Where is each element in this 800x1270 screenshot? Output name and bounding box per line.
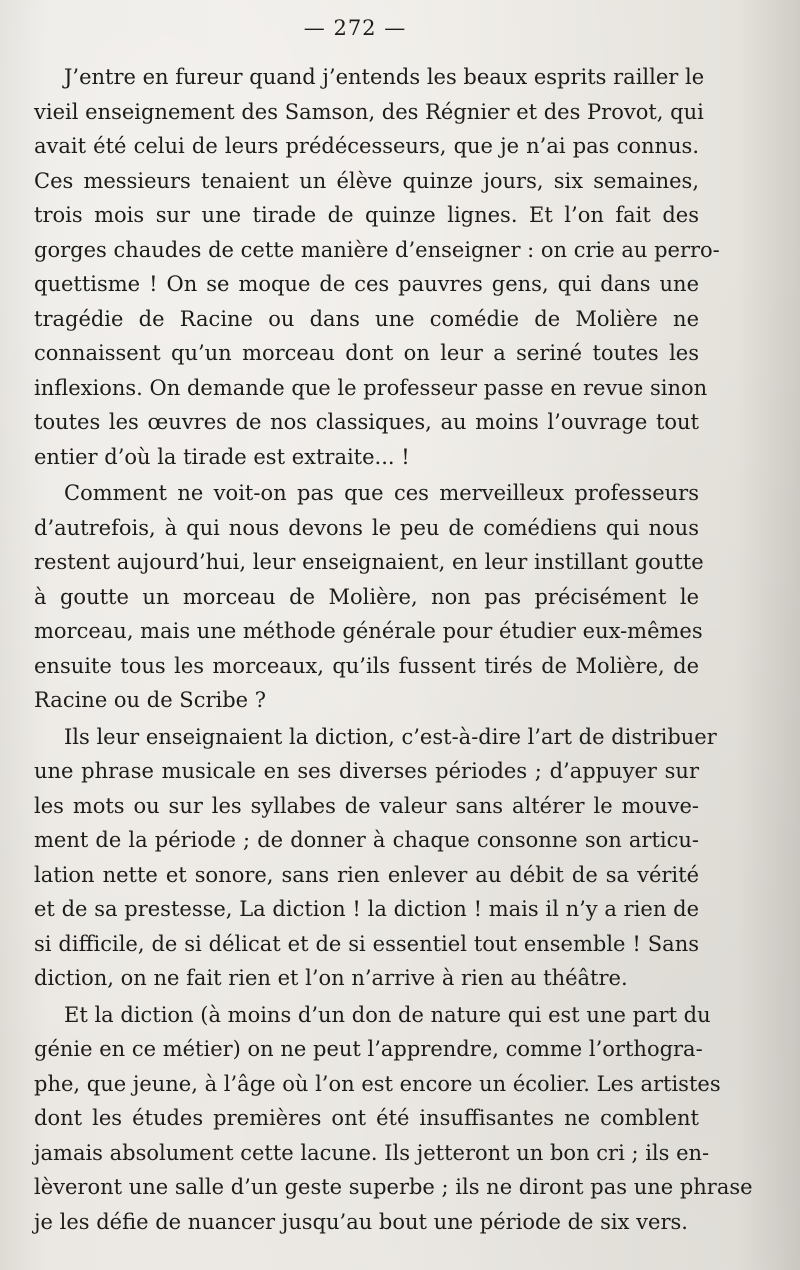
text-line: connaissent qu’un morceau dont on leur a seriné toutes les — [34, 341, 699, 365]
paragraph — [34, 60, 720, 474]
text-line: quettisme ! On se moque de ces pauvres gens, qui dans une — [34, 272, 699, 296]
text-line: trois mois sur une tirade de quinze lignes. Et l’on fait des — [34, 203, 699, 227]
text-line: dont les études premières ont été insuffisantes ne comblent — [34, 1106, 699, 1130]
text-line: inflexions. On demande que le professeur passe en revue sinon — [34, 375, 708, 400]
text-line: je les défie de nuancer jusqu’au bout une période de six vers. — [34, 1209, 688, 1234]
paragraph — [34, 476, 704, 718]
text-line: ment de la période ; de donner à chaque consonne son articu- — [34, 828, 699, 852]
text-line: phe, que jeune, à l’âge où l’on est encore un écolier. Les artistes — [34, 1071, 721, 1096]
text-line: jamais absolument cette lacune. Ils jetteront un bon cri ; ils en- — [34, 1140, 710, 1165]
paragraph — [34, 720, 717, 996]
text-line: génie en ce métier) on ne peut l’apprendre, comme l’orthogra- — [34, 1037, 703, 1061]
text-line: Comment ne voit-on pas que ces merveilleux professeurs — [64, 481, 699, 505]
text-line: J’entre en fureur quand j’entends les beaux esprits railler le — [64, 65, 705, 89]
text-line: d’autrefois, à qui nous devons le peu de comédiens qui nous — [34, 515, 699, 540]
text-line: diction, on ne fait rien et l’on n’arrive à rien au théâtre. — [34, 966, 628, 990]
text-line: vieil enseignement des Samson, des Régnier et des Provot, qui — [34, 99, 704, 124]
text-line: Ces messieurs tenaient un élève quinze jours, six semaines, — [34, 168, 699, 193]
text-line: Et la diction (à moins d’un don de nature qui est une part du — [64, 1002, 711, 1027]
text-line: lation nette et sonore, sans rien enlever au débit de sa vérité — [34, 862, 699, 887]
text-line: restent aujourd’hui, leur enseignaient, en leur instillant goutte — [34, 550, 704, 574]
text-line: Ils leur enseignaient la diction, c’est-à-dire l’art de distribuer — [64, 724, 717, 749]
text-line: lèveront une salle d’un geste superbe ; ils ne diront pas une phrase — [34, 1175, 753, 1199]
text-line: tragédie de Racine ou dans une comédie de Molière ne — [34, 306, 699, 331]
text-line: gorges chaudes de cette manière d’enseigner : on crie au perro- — [34, 237, 720, 262]
text-line: si difficile, de si délicat et de si essentiel tout ensemble ! Sans — [34, 931, 699, 956]
text-line: entier d’où la tirade est extraite... ! — [34, 444, 410, 469]
text-line: ensuite tous les morceaux, qu’ils fussent tirés de Molière, de — [34, 653, 699, 678]
text-line: Racine ou de Scribe ? — [34, 688, 267, 712]
text-line: les mots ou sur les syllabes de valeur sans altérer le mouve- — [34, 793, 699, 818]
body-text — [34, 60, 753, 1239]
page-number: — 272 — — [303, 16, 407, 40]
text-line: toutes les œuvres de nos classiques, au moins l’ouvrage tout — [34, 410, 699, 434]
text-line: morceau, mais une méthode générale pour étudier eux-mêmes — [34, 619, 703, 643]
text-line: une phrase musicale en ses diverses périodes ; d’appuyer sur — [34, 759, 699, 783]
text-line: et de sa prestesse, La diction ! la diction ! mais il n’y a rien de — [34, 897, 699, 921]
text-line: avait été celui de leurs prédécesseurs, que je n’ai pas connus. — [34, 134, 699, 158]
text-line: à goutte un morceau de Molière, non pas précisément le — [34, 584, 699, 609]
paragraph — [34, 998, 753, 1240]
